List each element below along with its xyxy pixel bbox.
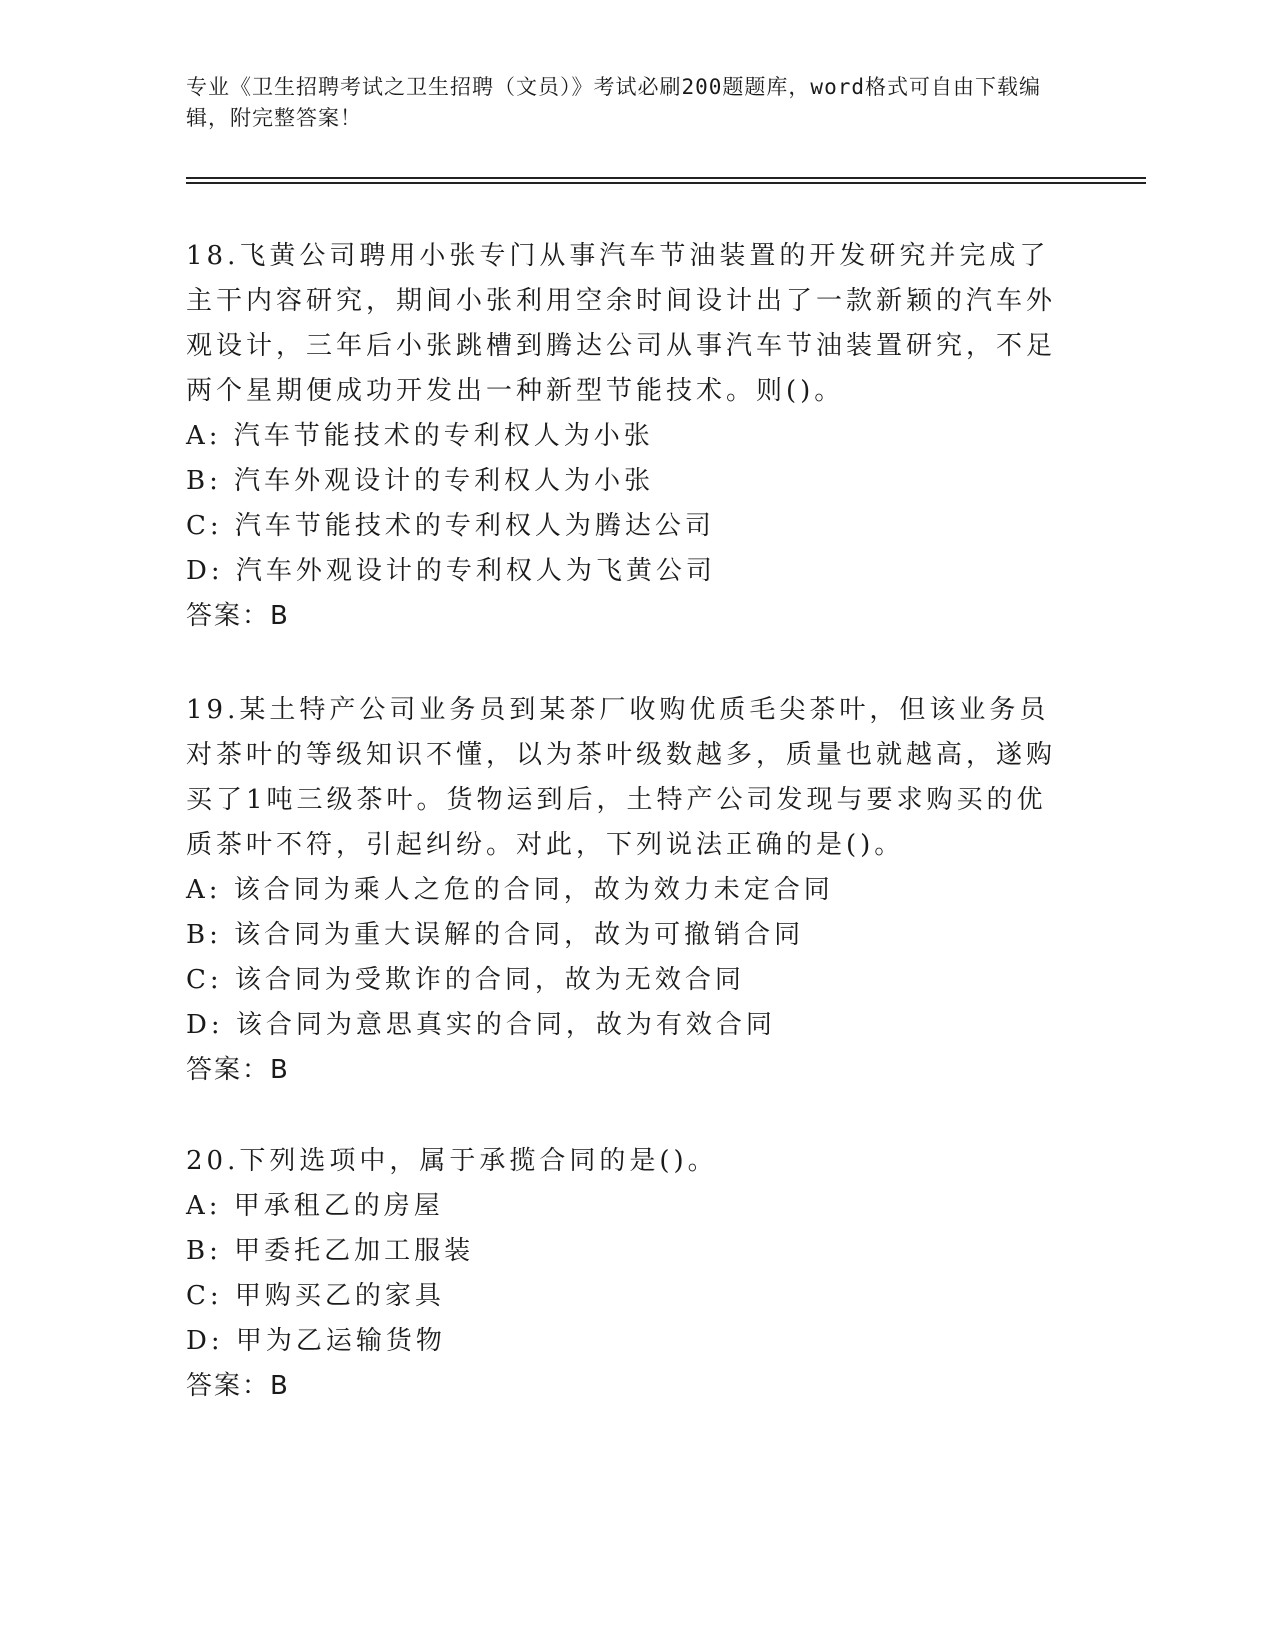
option-d: D: 该合同为意思真实的合同，故为有效合同 bbox=[186, 1010, 776, 1040]
option-a: A: 该合同为乘人之危的合同，故为效力未定合同 bbox=[186, 875, 834, 905]
question-stem: 20.下列选项中，属于承揽合同的是()。 bbox=[186, 1146, 718, 1176]
option-c: C: 汽车节能技术的专利权人为腾达公司 bbox=[186, 511, 715, 541]
question-stem: 18.飞黄公司聘用小张专门从事汽车节油装置的开发研究并完成了主干内容研究，期间小张利用空余时间设计出了一款新颖的汽车外观设计，三年后小张跳槽到腾达公司从事汽车节油装置研究，不足两个星期便成功开发出一种新型节能技术。则()。 bbox=[186, 241, 1057, 406]
option-b: B: 甲委托乙加工服装 bbox=[186, 1236, 475, 1266]
option-a: A: 甲承租乙的房屋 bbox=[186, 1191, 444, 1221]
answer-line: 答案：B bbox=[186, 601, 290, 631]
question-20 bbox=[186, 1139, 1066, 1409]
option-d: D: 甲为乙运输货物 bbox=[186, 1326, 446, 1356]
answer-line: 答案：B bbox=[186, 1371, 290, 1401]
option-a: A: 汽车节能技术的专利权人为小张 bbox=[186, 421, 654, 451]
question-19 bbox=[186, 688, 1066, 1093]
question-18 bbox=[186, 234, 1066, 639]
question-stem: 19.某土特产公司业务员到某茶厂收购优质毛尖茶叶，但该业务员对茶叶的等级知识不懂，以为茶叶级数越多，质量也就越高，遂购买了1吨三级茶叶。货物运到后，土特产公司发现与要求购买的优质茶叶不符，引起纠纷。对此，下列说法正确的是()。 bbox=[186, 695, 1057, 860]
header-divider-bottom bbox=[186, 182, 1146, 184]
option-d: D: 汽车外观设计的专利权人为飞黄公司 bbox=[186, 556, 716, 586]
header-divider-top bbox=[186, 177, 1146, 179]
option-b: B: 该合同为重大误解的合同，故为可撤销合同 bbox=[186, 920, 805, 950]
option-c: C: 该合同为受欺诈的合同，故为无效合同 bbox=[186, 965, 745, 995]
option-c: C: 甲购买乙的家具 bbox=[186, 1281, 445, 1311]
option-b: B: 汽车外观设计的专利权人为小张 bbox=[186, 466, 655, 496]
answer-line: 答案：B bbox=[186, 1055, 290, 1085]
document-header: 专业《卫生招聘考试之卫生招聘（文员）》考试必刷200题题库，word格式可自由下载编辑，附完整答案！ bbox=[186, 75, 1041, 130]
